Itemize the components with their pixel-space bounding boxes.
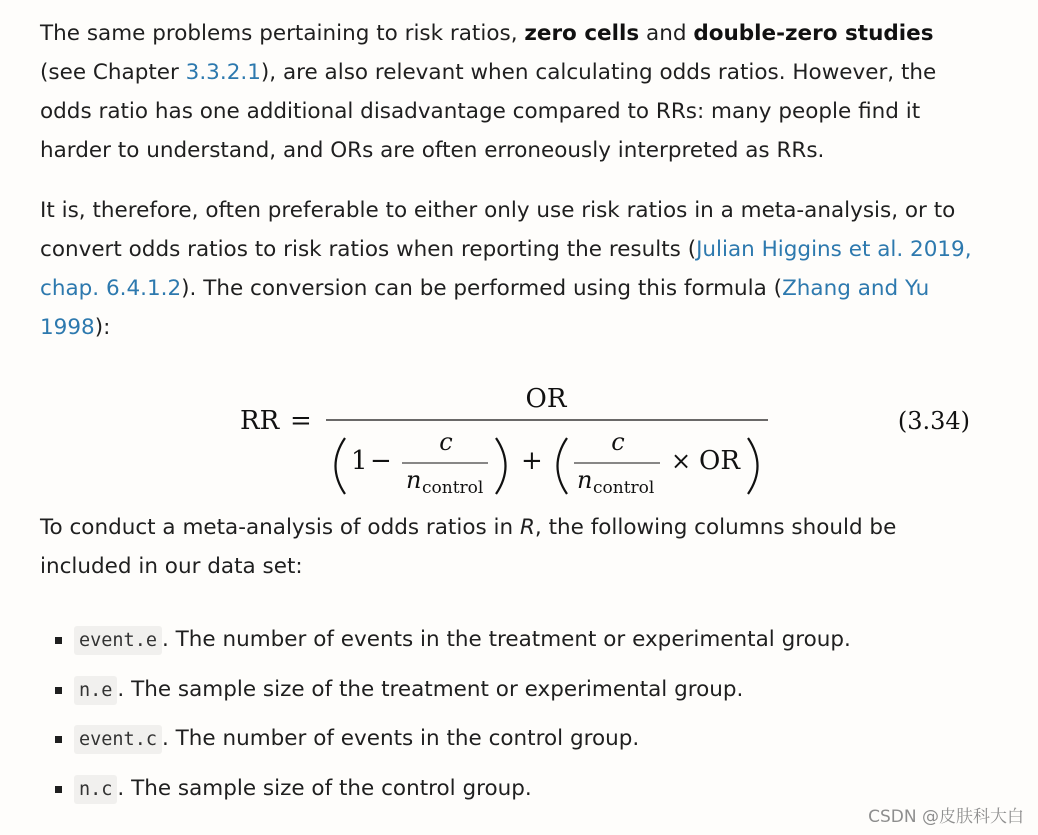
list-item [40, 670, 980, 720]
formula-minus: − [370, 446, 392, 476]
paragraph-text: The same problems pertaining to risk ratios, [40, 21, 525, 46]
paragraph-text: ): [94, 315, 111, 340]
paragraph-text: (see Chapter [40, 60, 186, 85]
paragraph-text: ). The conversion can be performed using this formula ( [181, 276, 783, 301]
paragraph-odds-ratio-problems [40, 14, 980, 170]
code-event-c: event.c [74, 725, 162, 754]
formula-svg [40, 366, 980, 506]
formula-c1: c [439, 428, 453, 456]
formula-plus: + [521, 446, 543, 476]
formula-times: × [671, 447, 692, 475]
watermark: CSDN @皮肤科大白 [868, 807, 1024, 827]
formula-c2: c [611, 428, 625, 456]
bold-zero-cells: zero cells [524, 21, 640, 46]
page-content [40, 14, 980, 801]
list-item [40, 769, 980, 819]
formula-lhs: RR [240, 406, 280, 436]
italic-r: R [519, 515, 535, 540]
chapter-link[interactable]: 3.3.2.1 [185, 60, 261, 85]
paren-open-1 [336, 438, 346, 494]
paragraph-text: ), are also relevant when calculating odds ratios. However, the odds ratio has one additional disadvantage compared to RRs: many people find it harder to understand, and ORs are often erroneously interpreted as RRs. [40, 60, 937, 163]
paragraph-text: , the following columns should be included in our data set: [40, 515, 897, 579]
paren-open-2 [558, 438, 568, 494]
list-item-text: . The number of events in the treatment or experimental group. [161, 627, 851, 652]
citation-link-zhang-yu[interactable]: Zhang and Yu 1998 [40, 276, 930, 340]
formula-or2: OR [699, 446, 740, 476]
equation-number: (3.34) [897, 407, 970, 435]
bold-double-zero-studies: double-zero studies [693, 21, 934, 46]
bullet-icon [55, 637, 62, 644]
columns-list [40, 620, 980, 818]
after-formula-section [40, 508, 980, 586]
code-event-e: event.e [74, 626, 162, 655]
list-item-text: . The number of events in the control group. [161, 726, 640, 751]
code-n-c: n.c [74, 775, 117, 804]
formula-one: 1 [351, 446, 368, 476]
list-item-text: . The sample size of the control group. [117, 775, 532, 801]
paragraph-conversion [40, 191, 980, 347]
bullet-icon [55, 786, 62, 793]
paren-close-1 [496, 438, 506, 494]
formula-n1: n [406, 466, 422, 494]
paren-close-2 [748, 438, 758, 494]
paragraph-text: and [639, 21, 694, 46]
list-item-text: . The sample size of the treatment or experimental group. [117, 676, 744, 702]
formula-sub2: control [593, 478, 655, 498]
paragraph-columns-intro [40, 508, 980, 586]
list-item [40, 620, 980, 670]
bullet-icon [55, 687, 62, 694]
paragraph-text: It is, therefore, often preferable to either only use risk ratios in a meta-analysis, or to convert odds ratios to risk ratios when reporting the results ( [40, 198, 956, 262]
paragraph-text: To conduct a meta-analysis of odds ratios in [40, 515, 520, 540]
formula-equals: = [290, 406, 312, 436]
formula-n2: n [577, 466, 593, 494]
formula-block [40, 366, 980, 506]
citation-link-higgins[interactable]: Julian Higgins et al. 2019, chap. 6.4.1.2 [40, 237, 972, 301]
formula-numerator: OR [525, 384, 567, 414]
bullet-icon [55, 736, 62, 743]
code-n-e: n.e [74, 676, 117, 705]
formula-sub1: control [422, 478, 484, 498]
list-item [40, 719, 980, 769]
